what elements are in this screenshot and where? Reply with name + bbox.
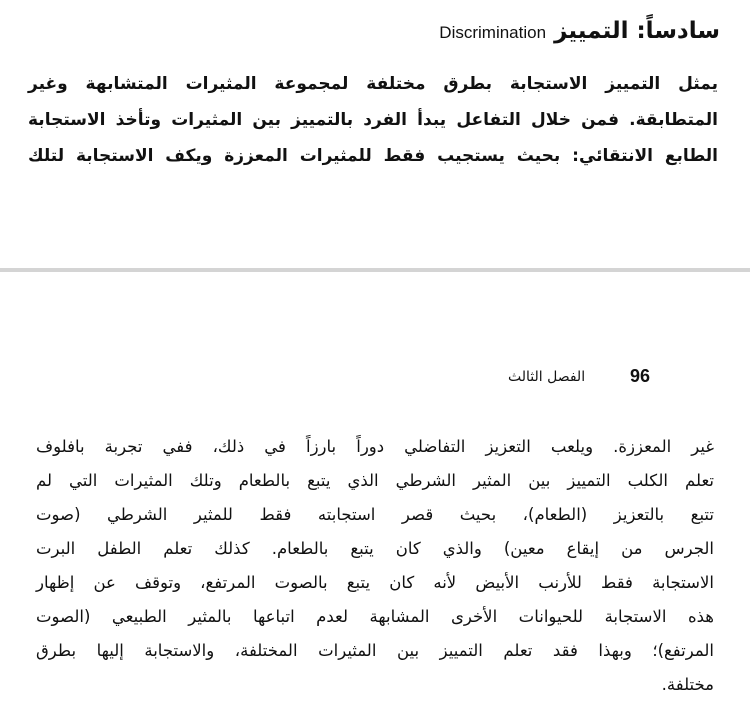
- paragraph-line: يمثل التمييز الاستجابة بطرق مختلفة لمجموعة المثيرات المتشابهة وغير: [28, 74, 718, 94]
- section-heading: [439, 18, 720, 44]
- paragraph-line: تعلم الكلب التمييز بين المثير الشرطي الذي يتبع بالطعام وتلك المثيرات التي لم: [36, 471, 714, 490]
- paragraph-line: المرتفع)؛ وبهذا فقد تعلم التمييز بين المثيرات المختلفة، والاستجابة إليها بطرق: [36, 641, 714, 660]
- paragraph-line: الاستجابة فقط للأرنب الأبيض لأنه كان يتبع بالصوت المرتفع، وتوقف عن إظهار: [36, 573, 714, 592]
- paragraph-line: غير المعززة. ويلعب التعزيز التفاضلي دوراً بارزاً في ذلك، ففي تجربة بافلوف: [36, 437, 714, 456]
- running-header: [508, 366, 650, 387]
- chapter-title: الفصل الثالث: [508, 368, 586, 385]
- body-paragraph: [36, 430, 714, 702]
- section-paragraph: [28, 66, 718, 174]
- page-number: 96: [629, 366, 650, 386]
- paragraph-line: هذه الاستجابة للحيوانات الأخرى المشابهة لعدم اتباعها بالمثير الطبيعي (الصوت: [36, 607, 714, 626]
- paragraph-line: تتبع بالتعزيز (الطعام)، بحيث قصر استجابته فقط للمثير الشرطي (صوت: [36, 505, 714, 524]
- section-heading-arabic: سادساً: التمييز: [554, 18, 720, 44]
- section-heading-english: Discrimination: [439, 23, 547, 42]
- upper-page-fragment: [0, 0, 750, 268]
- paragraph-line: مختلفة.: [661, 675, 714, 694]
- paragraph-line: الطابع الانتقائي: بحيث يستجيب فقط للمثيرات المعززة ويكف الاستجابة لتلك: [28, 146, 718, 166]
- paragraph-line: الجرس من إيقاع معين) والذي كان يتبع بالطعام. كذلك تعلم الطفل البرت: [36, 539, 714, 558]
- paragraph-line: المتطابقة. فمن خلال التفاعل يبدأ الفرد بالتمييز بين المثيرات وتأخذ الاستجابة: [28, 110, 718, 130]
